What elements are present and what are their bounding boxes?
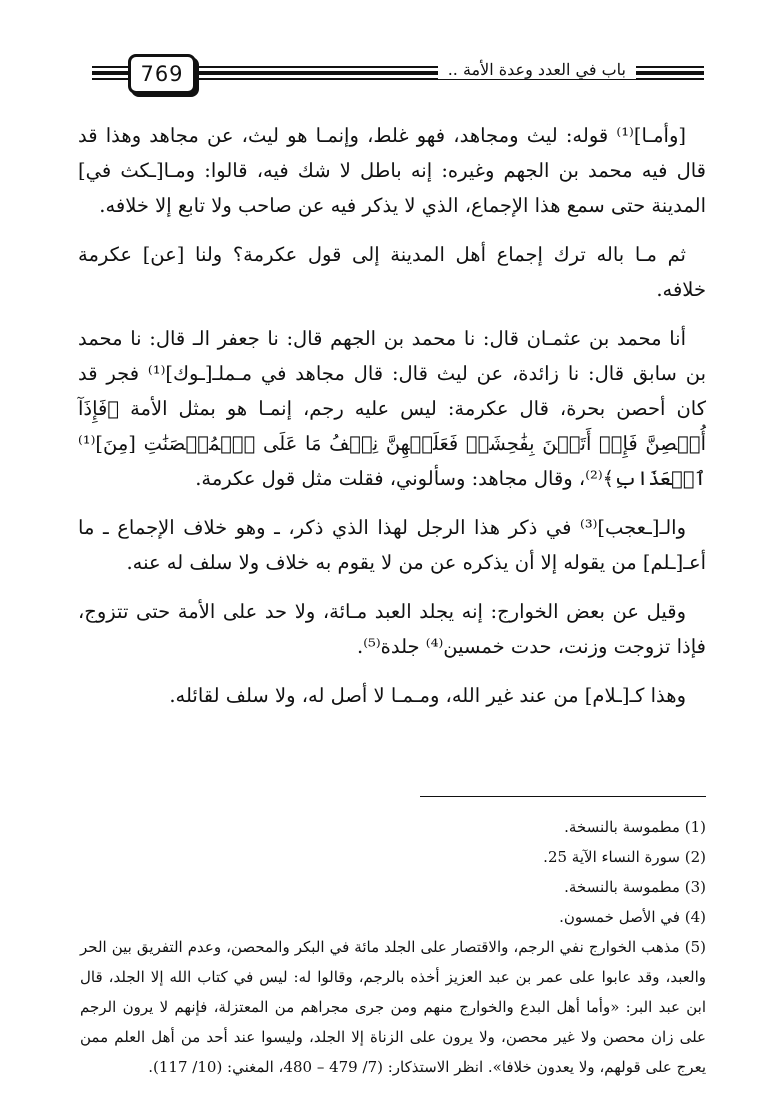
footnote-3: (3) مطموسة بالنسخة.: [564, 878, 706, 896]
paragraph-1: [وأمـا]⁽¹⁾ قوله: ليث ومجاهد، فهو غلط، وإنمـا هو ليث، عن مجاهد وهذا قد قال فيه محمد بن الجهم وغيره: إنه باطل لا شك فيه، قالوا: ومـا[ـكث في] المدينة حتى سمع هذا الإجماع، الذي لا يذكر فيه عن صاحب ولا تابع إلا خلافه.: [78, 124, 706, 217]
page-header: [92, 50, 704, 96]
paragraph-2: ثم مـا باله ترك إجماع أهل المدينة إلى قول عكرمة؟ ولنا [عن] عكرمة خلافه.: [78, 243, 706, 301]
paragraph-6: وهذا كـ[ـلام] من عند غير الله، ومـمـا لا أصل له، ولا سلف لقائله.: [169, 684, 686, 707]
header-ornament-left: [92, 66, 130, 78]
footnote-5: (5) مذهب الخوارج نفي الرجم، والاقتصار على الجلد مائة في البكر والمحصن، وعدم التفريق بين الحر والعبد، وقد عابوا على عمر بن عبد العزيز أخذه بالرجم، وقالوا له: ليس في كتاب الله إلا الجلد، قال ابن عبد البر: «وأما أهل البدع والخوارج منهم ومن جرى مجراهم من المعتزلة، فإنهم لا يرون الرجم على زان محصن ولا غير محصن، ولا يرون على الزناة إلا الجلد، وليسوا عند أحد من أهل العلم ممن يعرج على قولهم، ولا يعدون خلافا». انظر الاستذكار: (7/ 479 – 480، المغني: (10/ 117).: [80, 938, 706, 1076]
page-number: 769: [128, 54, 196, 94]
footnote-2: (2) سورة النساء الآية 25.: [543, 848, 706, 866]
main-text: [78, 118, 706, 727]
footnote-4: (4) في الأصل خمسون.: [559, 908, 706, 926]
running-title: باب في العدد وعدة الأمة ..: [438, 60, 636, 79]
paragraph-5: وقيل عن بعض الخوارج: إنه يجلد العبد مـائة، ولا حد على الأمة حتى تتزوج، فإذا تزوجت وزنت، حدت خمسين⁽⁴⁾ جلدة⁽⁵⁾.: [78, 600, 706, 658]
paragraph-4: والـ[ـعجب]⁽³⁾ في ذكر هذا الرجل لهذا الذي ذكر، ـ وهو خلاف الإجماع ـ ما أعـ[ـلم] من يقوله إلا أن يذكره عن من لا يقوم به خلاف ولا سلف له عنه.: [78, 516, 706, 574]
footnotes: [80, 812, 706, 1082]
footnote-separator: [420, 796, 706, 797]
paragraph-3: أنا محمد بن عثمـان قال: نا محمد بن الجهم قال: نا جعفر الـ قال: نا محمد بن سابق قال: نا زائدة، عن ليث قال: قال مجاهد في مـملـ[ـوك]⁽¹⁾ فجر قد كان أحصن بحرة، قال عكرمة: ليس عليه رجم، إنمـا هو بمثل الأمة ﴿فَإِذَآ أُحۡصِنَّ فَإِنۡ أَتَيۡنَ بِفَٰحِشَةٖ فَعَلَيۡهِنَّ نِصۡفُ مَا عَلَى ٱلۡمُحۡصَنَٰتِ [مِنَ]⁽¹⁾ ٱلۡعَذَابِ﴾⁽²⁾، وقال مجاهد: وسألوني، فقلت مثل قول عكرمة.: [78, 327, 706, 490]
footnote-1: (1) مطموسة بالنسخة.: [564, 818, 706, 836]
